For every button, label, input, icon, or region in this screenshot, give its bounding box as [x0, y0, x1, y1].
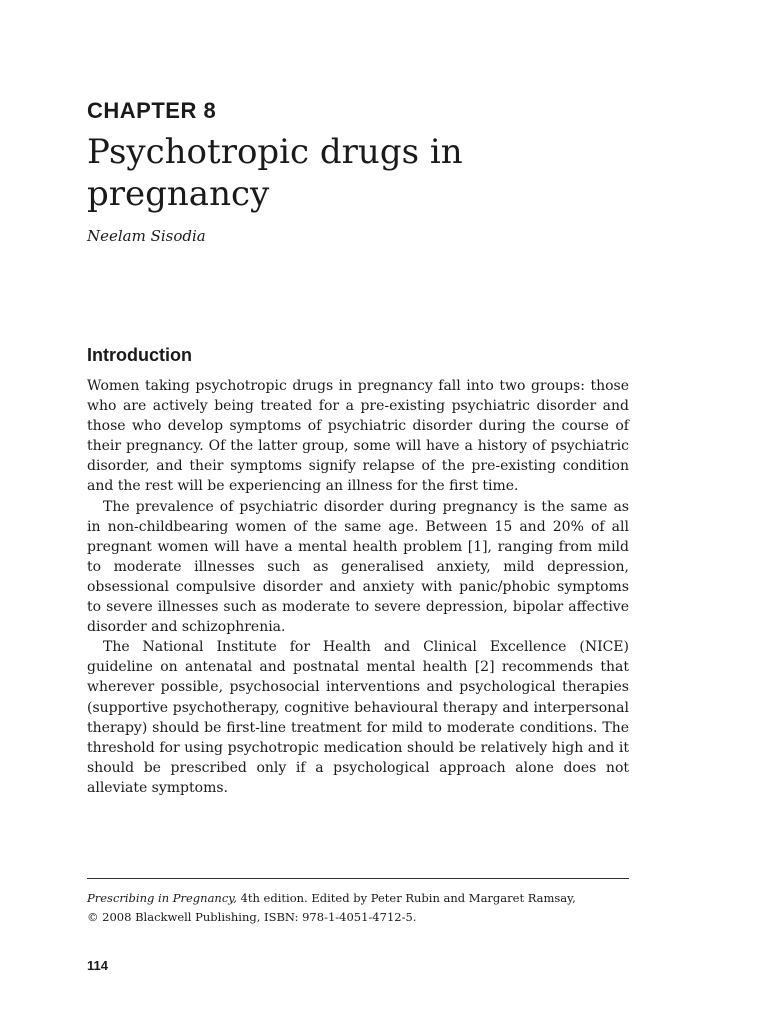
footnote-line-1	[87, 889, 629, 908]
section-heading: Introduction	[87, 345, 192, 365]
paragraph-1: Women taking psychotropic drugs in pregnancy fall into two groups: those who are actively being treated for a pre-existing psychiatric disorder and those who develop symptoms of psychiatric disorder during the course of their pregnancy. Of the latter group, some will have a history of psychiatric disorder, and their symptoms signify relapse of the pre-existing condition and the rest will be experiencing an illness for the first time.	[87, 378, 629, 495]
chapter-author: Neelam Sisodia	[87, 227, 206, 245]
page-number: 114	[87, 958, 108, 973]
book-page	[87, 0, 629, 1024]
book-title: Prescribing in Pregnancy,	[87, 891, 237, 905]
footnote-edition-editors: 4th edition. Edited by Peter Rubin and Margaret Ramsay,	[236, 891, 576, 905]
paragraph-3: The National Institute for Health and Clinical Excellence (NICE) guideline on antenatal and postnatal mental health [2] recommends that wherever possible, psychosocial interventions and psychological therapies (supportive psychotherapy, cognitive behavioural therapy and interpersonal therapy) should be first-line treatment for mild to moderate conditions. The threshold for using psychotropic medication should be relatively high and it should be prescribed only if a psychological approach alone does not alleviate symptoms.	[87, 639, 629, 796]
chapter-title: Psychotropic drugs in pregnancy	[87, 132, 463, 214]
chapter-label: CHAPTER 8	[87, 98, 217, 123]
footnote-divider	[87, 878, 629, 879]
copyright-footnote	[87, 889, 629, 927]
section-body	[87, 376, 629, 798]
footnote-line-2: © 2008 Blackwell Publishing, ISBN: 978-1-4051-4712-5.	[87, 910, 417, 924]
paragraph-2: The prevalence of psychiatric disorder during pregnancy is the same as in non-childbearing women of the same age. Between 15 and 20% of all pregnant women will have a mental health problem [1], ranging from mild to moderate illnesses such as generalised anxiety, mild depression, obsessional compulsive disorder and anxiety with panic/phobic symptoms to severe illnesses such as moderate to severe depression, bipolar affective disorder and schizophrenia.	[87, 498, 629, 636]
